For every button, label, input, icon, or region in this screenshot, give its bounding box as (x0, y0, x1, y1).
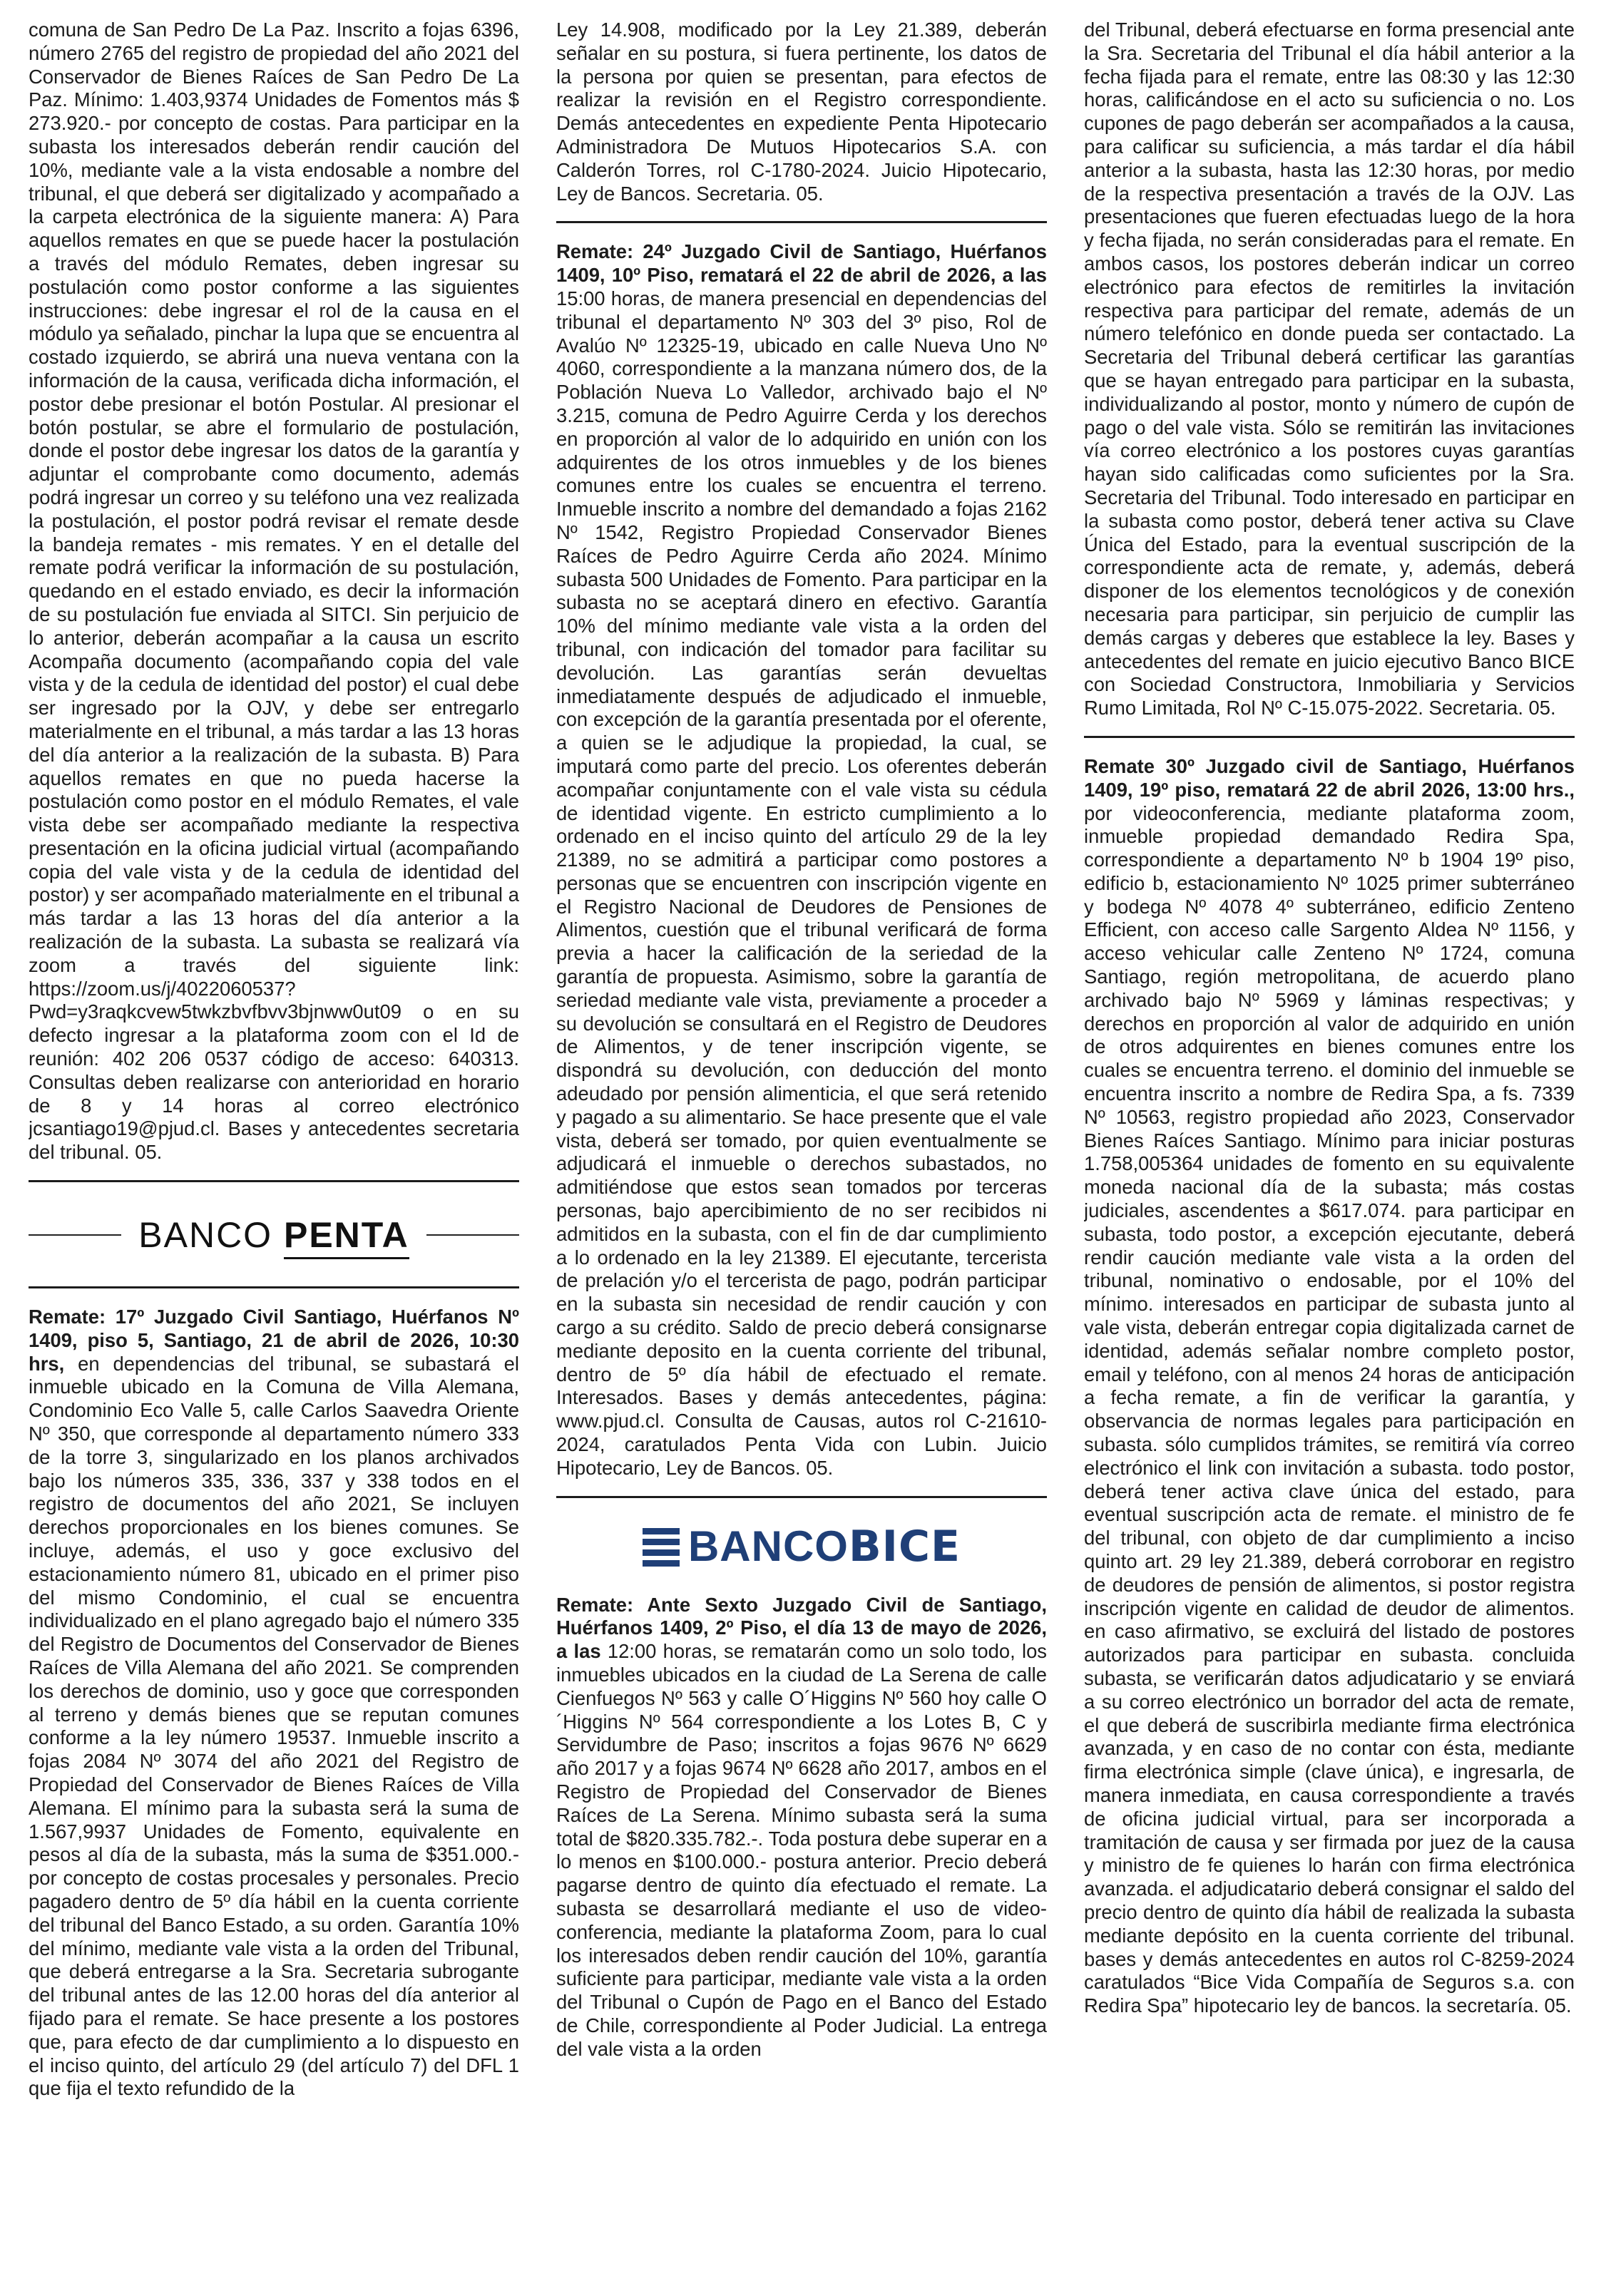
auction-notice (556, 1594, 1047, 2061)
notice-heading: Remate: Ante Sexto Juzgado Civil de Santiago, Huérfanos 1409, 2º Piso, el día 13 de mayo de 2026, a las (556, 1593, 1047, 1663)
column-1 (29, 19, 519, 2279)
notice-body: 12:00 horas, se rematarán como un solo todo, los inmuebles ubicados en la ciudad de La Serena de calle Cienfuegos Nº 563 y calle O´Higgins Nº 560 hoy calle O´Higgins Nº 564 correspondiente a los Lotes B, C y Servidumbre de Paso; inscritos a fojas 9676 Nº 6629 año 2017 y a fojas 9674 Nº 6628 año 2017, ambos en el Registro de Propiedad del Conservador de Bienes Raíces de La Serena. Mínimo subasta será la suma total de $820.335.782.-. Toda postura debe superar en a lo menos en $100.000.- postura anterior. Precio deberá pagarse dentro de quinto día efectuado el remate. La subasta se desarrollará mediante el uso de video-conferencia, mediante la plataforma Zoom, para lo cual los interesados deben rendir caución del 10%, garantía suficiente para participar, mediante vale vista a la orden del Tribunal o Cupón de Pago en el Banco del Estado de Chile, correspondiente al Poder Judicial. La entrega del vale vista a la orden (556, 1640, 1047, 2060)
auction-notice (556, 240, 1047, 1480)
divider (29, 1286, 519, 1288)
logo-word-penta: PENTA (283, 1214, 409, 1255)
notice-heading: Remate 30º Juzgado civil de Santiago, Huérfanos 1409, 19º piso, rematará 22 de abril 2026, 13:00 hrs., (1084, 754, 1575, 801)
notice-body: 15:00 horas, de manera presencial en dependencias del tribunal el departamento Nº 303 del 3º piso, Rol de Avalúo Nº 12325-19, ubicado en calle Nueva Uno Nº 4060, correspondiente a la manzana número dos, de la Población Nueva Lo Valledor, archivado bajo el Nº 3.215, comuna de Pedro Aguirre Cerda y los derechos en proporción al valor de lo adquirido en unión con los adquirentes de los otros inmuebles y de los bienes comunes entre los cuales se encuentra el terreno. Inmueble inscrito a nombre del demandado a fojas 2162 Nº 1542, Registro Propiedad Conservador Bienes Raíces de Pedro Aguirre Cerda año 2024. Mínimo subasta 500 Unidades de Fomento. Para participar en la subasta no se aceptará dinero en efectivo. Garantía 10% del mínimo mediante vale vista a la orden del tribunal, con indicación del tomador para facilitar su devolución. Las garantías serán devueltas inmediatamente después de adjudicado el inmueble, con excepción de la garantía presentada por el oferente, a quien se le adjudique la propiedad, la cual, se imputará como parte del precio. Los oferentes deberán acompañar conjuntamente con el vale vista su cédula de identidad vigente. En estricto cumplimiento a lo ordenado en el inciso quinto del artículo 29 de la ley 21389, no se admitirá a participar como postores a personas que se encuentren con inscripción vigente en el Registro Nacional de Deudores de Pensiones de Alimentos, cuestión que el tribunal verificará de forma previa a hacer la calificación de la seriedad de la garantía de propuesta. Asimismo, sobre la garantía de seriedad mediante vale vista, previamente a proceder a su devolución se consultará en el Registro de Deudores de Alimentos, y de tener inscripción vigente, se dispondrá su devolución, con deducción del monto adeudado por pensión alimenticia, el que será retenido y pagado a su alimentario. Se hace presente que el vale vista, deberá ser tomado, por quien eventualmente se adjudicará el inmueble o derechos subastados, no admitiéndose que estos sean tomados por terceras personas, bajo apercibimiento de no ser recibidos ni admitidos en la subasta, con el fin de dar cumplimiento a lo ordenado en la ley 21389. El ejecutante, tercerista de prelación y/o el tercerista de pago, podrán participar en la subasta sin necesidad de rendir caución y con cargo a su crédito. Saldo de precio deberá consignarse mediante deposito en la cuenta corriente del tribunal, dentro de 5º día hábil de efectuado el remate. Interesados. Bases y demás antecedentes, página: www.pjud.cl. Consulta de Causas, autos rol C-21610-2024, caratulados Penta Vida con Lubin. Juicio Hipotecario, Ley de Bancos. 05. (556, 287, 1047, 1479)
logo-word-bice: BICE (848, 1522, 961, 1572)
divider (556, 221, 1047, 223)
banco-penta-wordmark (121, 1214, 426, 1255)
divider (1084, 736, 1575, 738)
notice-continuation: del Tribunal, deberá efectuarse en forma presencial ante la Sra. Secretaria del Tribunal el día hábil anterior a la fecha fijada para el remate, entre las 08:30 y las 12:30 horas, calificándose en el acto su suficiencia o no. Los cupones de pago deberán ser acompañados a la causa, para calificar su suficiencia, a más tardar el día hábil anterior a la subasta, hasta las 12:30 horas, por medio de la respectiva presentación a través de la OJV. Las presentaciones que fueren efectuadas luego de la hora y fecha fijada, no serán consideradas para el remate. En ambos casos, los postores deberán indicar un correo electrónico para efectos de remitirles la invitación respectiva para participar del remate, además de un número telefónico en donde pueda ser contactado. La Secretaria del Tribunal deberá certificar las garantías que se hayan entregado para participar en la subasta, individualizando al postor, monto y número de cupón de pago o del vale vista. Sólo se remitirán las invitaciones vía correo electrónico a los postores cuyas garantías hayan sido calificadas como suficientes por la Sra. Secretaria del Tribunal. Todo interesado en participar en la subasta como postor, deberá tener activa su Clave Única del Estado, para la eventual suscripción de la correspondiente acta de remate, y, además, deberá disponer de los elementos tecnológicos y de conexión necesaria para participar, sin perjuicio de cumplir las demás cargas y deberes que establece la ley. Bases y antecedentes del remate en juicio ejecutivo Banco BICE con Sociedad Constructora, Inmobiliaria y Servicios Rumo Limitada, Rol Nº C-15.075-2022. Secretaria. 05. (1084, 19, 1575, 719)
notice-body: por videoconferencia, mediante plataforma zoom, inmueble propiedad demandado Redira Spa, correspondiente a departamento Nº b 1904 19º piso, edificio b, estacionamiento Nº 1025 primer subterráneo y bodega Nº 4078 4º subterráneo, edificio Zenteno Efficient, con acceso calle Sargento Aldea Nº 1156, y acceso vehicular calle Zenteno Nº 1724, comuna Santiago, región metropolitana, de acuerdo plano archivado bajo Nº 5969 y láminas respectivas; y derechos en proporción al valor de adquirido en unión de otros adquirentes en bienes comunes entre los cuales se encuentra terreno. el dominio del inmueble se encuentra inscrito a nombre de Redira Spa, a fs. 7339 Nº 10563, registro propiedad año 2023, Conservador Bienes Raíces Santiago. Mínimo para iniciar posturas 1.758,005364 unidades de fomento en su equivalente moneda nacional día de la subasta; más costas judiciales, ascendentes a $617.074. para participar en subasta, todo postor, a excepción ejecutante, deberá rendir caución mediante vale vista a la orden del tribunal, nominativo o endosable, por el 10% del mínimo. interesados en participar de subasta junto al vale vista, deberán entregar copia digitalizada carnet de identidad, además señalar nombre completo postor, email y teléfono, con al menos 24 horas de anticipación a fecha remate, a fin de verificar la garantía, y observancia de normas legales para participación en subasta. sólo cumplidos trámites, se remitirá vía correo electrónico el link con invitación a subasta. todo postor, deberá tener activa clave única del estado, para eventual suscripción acta de remate. el ministro de fe del tribunal, con objeto de dar cumplimiento a inciso quinto art. 29 ley 21.389, deberá corroborar en registro de deudores de pensión de alimentos, si postor registra inscripción vigente en calidad de deudor de alimentos. en caso afirmativo, se excluirá del listado de postores autorizados para participar en subasta. concluida subasta, se verificarán datos adjudicatario y se enviará a su correo electrónico un borrador del acta de remate, el que deberá de suscribirla mediante firma electrónica avanzada, y en caso de no contar con ésta, mediante firma electrónica simple (clave única), e ingresarla, de manera inmediata, en causa correspondiente a través de oficina judicial virtual, para ser incorporada a tramitación de causa y ser firmada por juez de la causa y ministro de fe quienes lo harán con firma electrónica avanzada. el adjudicatario deberá consignar el saldo del precio dentro de quinto día hábil de realizada la subasta mediante depósito en la cuenta corriente del tribunal. bases y demás antecedentes en autos rol C-8259-2024 caratulados “Bice Vida Compañía de Seguros s.a. con Redira Spa” hipotecario ley de bancos. la secretaría. 05. (1084, 801, 1575, 2017)
banco-penta-logo (29, 1199, 519, 1271)
banco-bice-wordmark (687, 1522, 961, 1572)
logo-line-left (29, 1234, 121, 1236)
banco-bice-logo (556, 1515, 1047, 1579)
column-3 (1084, 19, 1575, 2279)
logo-word-banco: BANCO (687, 1522, 849, 1571)
divider (29, 1180, 519, 1182)
auction-notice (29, 1306, 519, 2101)
notice-continuation: comuna de San Pedro De La Paz. Inscrito a fojas 6396, número 2765 del registro de propiedad del año 2021 del Conservador de Bienes Raíces de San Pedro De La Paz. Mínimo: 1.403,9374 Unidades de Fomentos más $ 273.920.- por concepto de costas. Para participar en la subasta los interesados deberán rendir caución del 10%, mediante vale a la vista endosable a nombre del tribunal, el que deberá ser digitalizado y acompañado a la carpeta electrónica de la siguiente manera: A) Para aquellos remates en que se puede hacer la postulación a través del módulo Remates, deben ingresar su postulación como postor conforme a las siguientes instrucciones: debe ingresar el rol de la causa en el módulo ya señalado, pinchar la lupa que se encuentra al costado izquierdo, se abrirá una nueva ventana con la información de la causa, verificada dicha información, el postor debe presionar el botón Postular. Al presionar el botón postular, se abre el formulario de postulación, donde el postor debe ingresar los datos de la garantía y adjuntar el comprobante como documento, además podrá ingresar un correo y su teléfono una vez realizada la postulación, el postor podrá revisar el remate desde la bandeja remates - mis remates. Y en el detalle del remate podrá verificar la información de su postulación, quedando en el estado enviado, es decir la información de su postulación fue enviada al SITCI. Sin perjuicio de lo anterior, deberán acompañar a la causa un escrito Acompaña documento (acompañando copia del vale vista y de la cedula de identidad del postor) el cual debe ser ingresado por la OJV, y debe ser entregarlo materialmente en el tribunal, a más tardar a las 13 horas del día anterior a la realización de la subasta. B) Para aquellos remates en que no pueda hacerse la postulación como postor en el módulo Remates, el vale vista debe ser acompañado mediante la respectiva presentación en la oficina judicial virtual (acompañando copia del vale vista y de la cedula de identidad del postor) y ser acompañado materialmente en el tribunal a más tardar a las 13 horas del día anterior a la realización de la subasta. La subasta se realizará vía zoom a través del siguiente link: https://zoom.us/j/4022060537?Pwd=y3raqkcvew5twkzbvfbvv3bjnww0ut09 o en su defecto ingresar a la plataforma zoom con el Id de reunión: 402 206 0537 código de acceso: 640313. Consultas deben realizarse con anterioridad en horario de 8 y 14 horas al correo electrónico jcsantiago19@pjud.cl. Bases y antecedentes secretaria del tribunal. 05. (29, 19, 519, 1164)
notice-heading: Remate: 17º Juzgado Civil Santiago, Huérfanos Nº 1409, piso 5, Santiago, 21 de abril de 2026, 10:30 hrs, (29, 1306, 519, 1375)
notice-heading: Remate: 24º Juzgado Civil de Santiago, Huérfanos 1409, 10º Piso, rematará el 22 de abril de 2026, a las (556, 240, 1047, 287)
divider (556, 1496, 1047, 1498)
notice-body: en dependencias del tribunal, se subastará el inmueble ubicado en la Comuna de Villa Alemana, Condominio Eco Valle 5, calle Carlos Saavedra Oriente Nº 350, que corresponde al departamento número 333 de la torre 3, singularizado en los planos archivados bajo los números 335, 336, 337 y 338 todos en el registro de documentos del año 2021, Se incluyen derechos proporcionales en los bienes comunes. Se incluye, además, el uso y goce exclusivo del estacionamiento número 81, ubicado en el primer piso del mismo Condominio, el cual se encuentra individualizado en el plano agregado bajo el número 335 del Registro de Documentos del Conservador de Bienes Raíces de Villa Alemana del año 2021. Se comprenden los derechos de dominio, uso y goce que corresponden al terreno y demás bienes que se reputan comunes conforme a la ley número 19537. Inmueble inscrito a fojas 2084 Nº 3074 del año 2021 del Registro de Propiedad del Conservador de Bienes Raíces de Villa Alemana. El mínimo para la subasta será la suma de 1.567,9937 Unidades de Fomento, equivalente en pesos al día de la subasta, más la suma de $351.000.- por concepto de costas procesales y personales. Precio pagadero dentro de 5º día hábil en la cuenta corriente del tribunal del Banco Estado, a su orden. Garantía 10% del mínimo, mediante vale vista a la orden del Tribunal, que deberá entregarse a la Sra. Secretaria subrogante del tribunal antes de las 12.00 horas del día anterior al fijado para el remate. Se hace presente a los postores que, para efecto de dar cumplimiento a lo dispuesto en el inciso quinto, del artículo 29 (del artículo 7) del DFL 1 que fija el texto refundido de la (29, 1352, 519, 2100)
auction-notice (1084, 755, 1575, 2018)
bice-stripes-icon (643, 1526, 680, 1569)
notice-continuation: Ley 14.908, modificado por la Ley 21.389, deberán señalar en su postura, si fuera pertinente, los datos de la persona por quien se presentan, para efectos de realizar la revisión en el Registro correspondiente. Demás antecedentes en expediente Penta Hipotecario Administradora De Mutuos Hipotecarios S.A. con Calderón Torres, rol C-1780-2024. Juicio Hipotecario, Ley de Bancos. Secretaria. 05. (556, 19, 1047, 205)
logo-line-right (426, 1234, 519, 1236)
logo-word-banco: BANCO (138, 1214, 273, 1255)
column-2 (556, 19, 1047, 2279)
